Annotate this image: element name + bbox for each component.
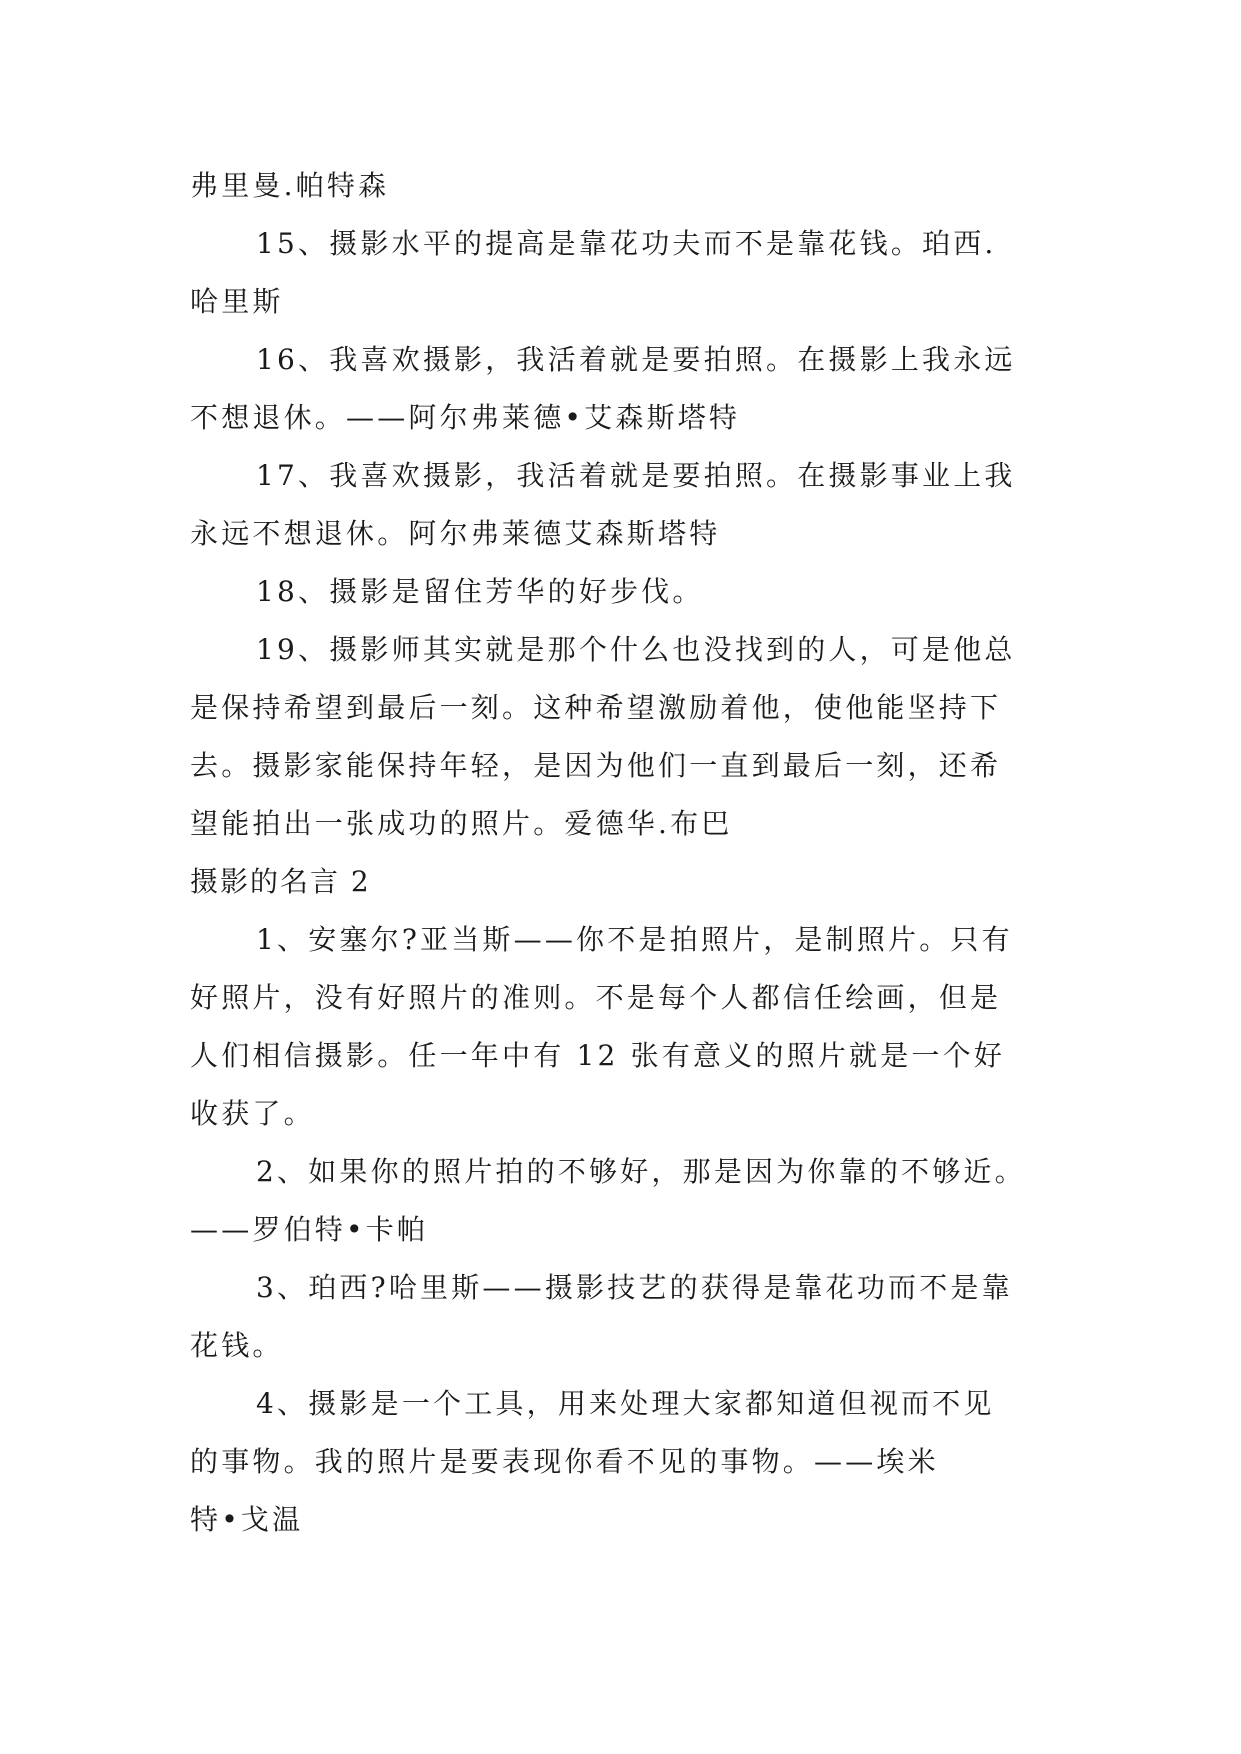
quote-1-line-4: 收获了。: [190, 1097, 315, 1130]
quote-2-line-2: ——罗伯特•卡帕: [190, 1213, 429, 1246]
quote-2-line-1: 2、如果你的照片拍的不够好，那是因为你靠的不够近。: [256, 1155, 1026, 1188]
quote-1-line-3: 人们相信摄影。任一年中有 12 张有意义的照片就是一个好: [190, 1039, 1006, 1072]
quote-16-line-2: 不想退休。——阿尔弗莱德•艾森斯塔特: [190, 401, 741, 434]
quote-19-line-1: 19、摄影师其实就是那个什么也没找到的人，可是他总: [256, 633, 1016, 666]
quote-4-line-1: 4、摄影是一个工具，用来处理大家都知道但视而不见: [256, 1387, 995, 1420]
quote-3-line-1: 3、珀西?哈里斯——摄影技艺的获得是靠花功而不是靠: [256, 1271, 1013, 1304]
quote-4-line-3: 特•戈温: [190, 1503, 304, 1536]
text-line: 弗里曼.帕特森: [190, 169, 390, 202]
section-heading: 摄影的名言 2: [190, 865, 371, 898]
quote-17-line-1: 17、我喜欢摄影，我活着就是要拍照。在摄影事业上我: [256, 459, 1016, 492]
document-body: [190, 157, 1060, 1549]
quote-19-line-2: 是保持希望到最后一刻。这种希望激励着他，使他能坚持下: [190, 691, 1002, 724]
quote-19-line-3: 去。摄影家能保持年轻，是因为他们一直到最后一刻，还希: [190, 749, 1002, 782]
quote-1-line-1: 1、安塞尔?亚当斯——你不是拍照片，是制照片。只有: [256, 923, 1013, 956]
quote-15-line-2: 哈里斯: [190, 285, 284, 318]
quote-17-line-2: 永远不想退休。阿尔弗莱德艾森斯塔特: [190, 517, 721, 550]
quote-18-line-1: 18、摄影是留住芳华的好步伐。: [256, 575, 704, 608]
quote-1-line-2: 好照片，没有好照片的准则。不是每个人都信任绘画，但是: [190, 981, 1002, 1014]
quote-19-line-4: 望能拍出一张成功的照片。爱德华.布巴: [190, 807, 733, 840]
quote-3-line-2: 花钱。: [190, 1329, 284, 1362]
quote-16-line-1: 16、我喜欢摄影，我活着就是要拍照。在摄影上我永远: [256, 343, 1016, 376]
quote-4-line-2: 的事物。我的照片是要表现你看不见的事物。——埃米: [190, 1445, 939, 1478]
quote-15-line-1: 15、摄影水平的提高是靠花功夫而不是靠花钱。珀西.: [256, 227, 997, 260]
